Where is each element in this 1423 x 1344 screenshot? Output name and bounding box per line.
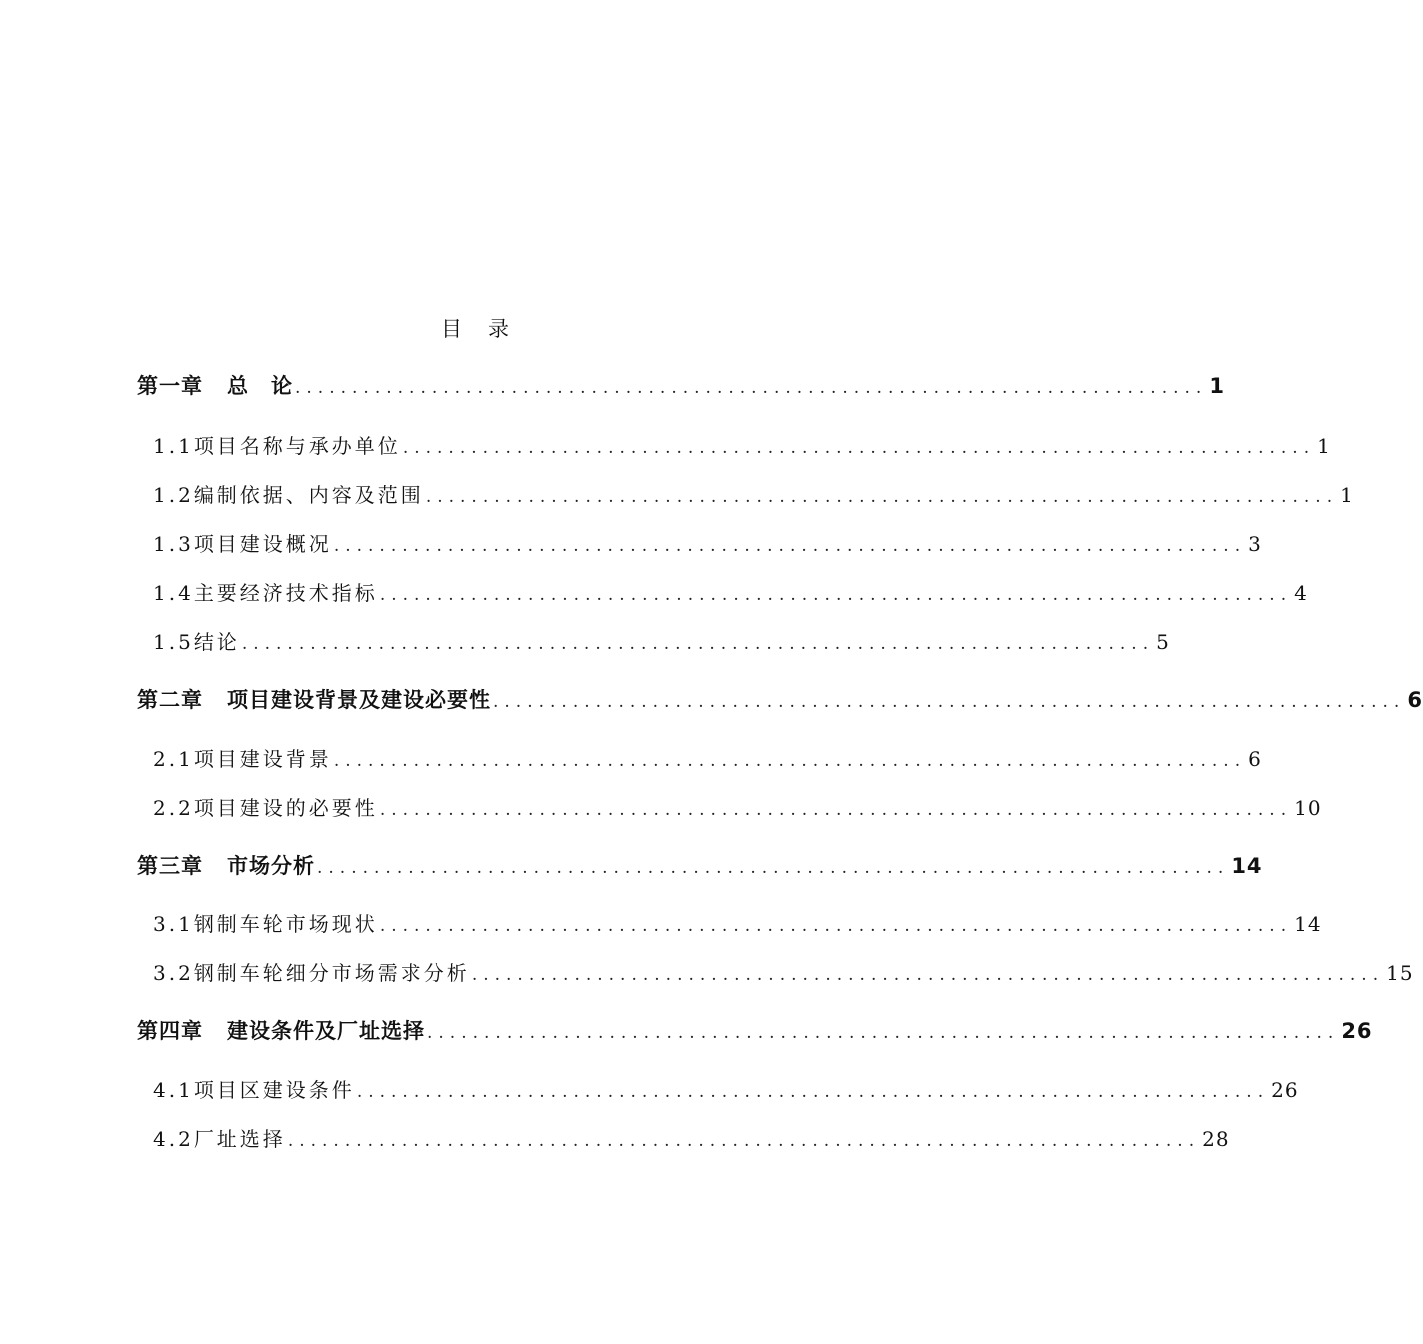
toc-entry-page: 26 <box>1341 1019 1373 1043</box>
leader-dots: ................................................................................ <box>379 800 1293 820</box>
leader-dots: ................................................................................ <box>241 634 1155 654</box>
toc-entry-section-1-4[interactable] <box>153 577 1308 606</box>
toc-entry-label: 项目名称与承办单位 <box>193 434 401 458</box>
toc-entry-page: 14 <box>1294 912 1322 936</box>
leader-dots: ................................................................................ <box>379 585 1293 605</box>
toc-entry-label: 厂址选择 <box>193 1127 286 1151</box>
toc-entry-section-2-1[interactable] <box>153 743 1262 772</box>
toc-entry-page: 15 <box>1386 961 1414 985</box>
toc-entry-chapter-2[interactable] <box>137 684 1423 714</box>
leader-dots: ................................................................................ <box>356 1082 1270 1102</box>
toc-entry-label: 市场分析 <box>227 854 315 878</box>
toc-entry-section-4-1[interactable] <box>153 1074 1299 1103</box>
toc-entry-label: 结论 <box>193 630 240 654</box>
leader-dots: ................................................................................ <box>295 378 1208 398</box>
toc-entry-label: 建设条件及厂址选择 <box>227 1019 425 1043</box>
toc-entry-section-1-2[interactable] <box>153 479 1354 508</box>
toc-entry-section-4-2[interactable] <box>153 1123 1230 1152</box>
toc-entry-number: 4.1 <box>153 1078 194 1102</box>
toc-entry-number: 2.1 <box>153 747 194 771</box>
toc-entry-number: 第四章 <box>137 1019 203 1043</box>
leader-dots: ................................................................................ <box>379 916 1293 936</box>
toc-entry-page: 5 <box>1156 630 1170 654</box>
toc-entry-number: 第三章 <box>137 854 203 878</box>
toc-entry-chapter-1[interactable] <box>137 370 1225 400</box>
toc-entry-label: 项目建设概况 <box>193 532 332 556</box>
toc-entry-number: 3.1 <box>153 912 194 936</box>
leader-dots: ................................................................................ <box>333 751 1247 771</box>
toc-entry-page: 1 <box>1340 483 1354 507</box>
leader-dots: ................................................................................ <box>425 487 1339 507</box>
toc-entry-number: 第二章 <box>137 688 203 712</box>
toc-entry-page: 1 <box>1209 374 1225 398</box>
leader-dots: ................................................................................ <box>287 1131 1201 1151</box>
toc-entry-number: 2.2 <box>153 796 194 820</box>
toc-entry-section-1-3[interactable] <box>153 528 1262 557</box>
toc-entry-label: 钢制车轮细分市场需求分析 <box>193 961 470 985</box>
toc-entry-label: 编制依据、内容及范围 <box>193 483 424 507</box>
toc-entry-page: 10 <box>1294 796 1322 820</box>
toc-entry-number: 3.2 <box>153 961 194 985</box>
toc-entry-section-3-2[interactable] <box>153 957 1414 986</box>
toc-entry-chapter-3[interactable] <box>137 850 1263 880</box>
toc-entry-page: 28 <box>1202 1127 1230 1151</box>
toc-entry-page: 6 <box>1248 747 1262 771</box>
toc-entry-section-1-1[interactable] <box>153 430 1331 459</box>
toc-entry-label: 项目建设背景 <box>193 747 332 771</box>
toc-entry-section-1-5[interactable] <box>153 626 1170 655</box>
leader-dots: ................................................................................ <box>427 1023 1340 1043</box>
toc-entry-label: 项目建设的必要性 <box>193 796 378 820</box>
toc-entry-section-3-1[interactable] <box>153 908 1322 937</box>
toc-entry-page: 14 <box>1231 854 1263 878</box>
toc-entry-number: 1.5 <box>153 630 194 654</box>
toc-entry-section-2-2[interactable] <box>153 792 1322 821</box>
toc-entry-number: 1.1 <box>153 434 194 458</box>
toc-entry-label: 钢制车轮市场现状 <box>193 912 378 936</box>
leader-dots: ................................................................................ <box>493 692 1406 712</box>
toc-entry-chapter-4[interactable] <box>137 1015 1373 1045</box>
leader-dots: ................................................................................ <box>402 438 1316 458</box>
toc-entry-number: 1.3 <box>153 532 194 556</box>
toc-entry-page: 3 <box>1248 532 1262 556</box>
leader-dots: ................................................................................ <box>471 965 1385 985</box>
toc-entry-page: 1 <box>1317 434 1331 458</box>
toc-entry-number: 第一章 <box>137 374 203 398</box>
toc-entry-number: 1.4 <box>153 581 194 605</box>
toc-entry-page: 26 <box>1271 1078 1299 1102</box>
toc-entry-label: 主要经济技术指标 <box>193 581 378 605</box>
toc-entry-page: 4 <box>1294 581 1308 605</box>
toc-entry-label: 项目区建设条件 <box>193 1078 355 1102</box>
toc-title: 目录 <box>441 317 535 341</box>
toc-entry-page: 6 <box>1407 688 1423 712</box>
toc-entry-number: 4.2 <box>153 1127 194 1151</box>
toc-entry-label: 项目建设背景及建设必要性 <box>227 688 491 712</box>
toc-entry-number: 1.2 <box>153 483 194 507</box>
toc-entry-label: 总 论 <box>227 374 293 398</box>
leader-dots: ................................................................................ <box>317 858 1230 878</box>
leader-dots: ................................................................................ <box>333 536 1247 556</box>
